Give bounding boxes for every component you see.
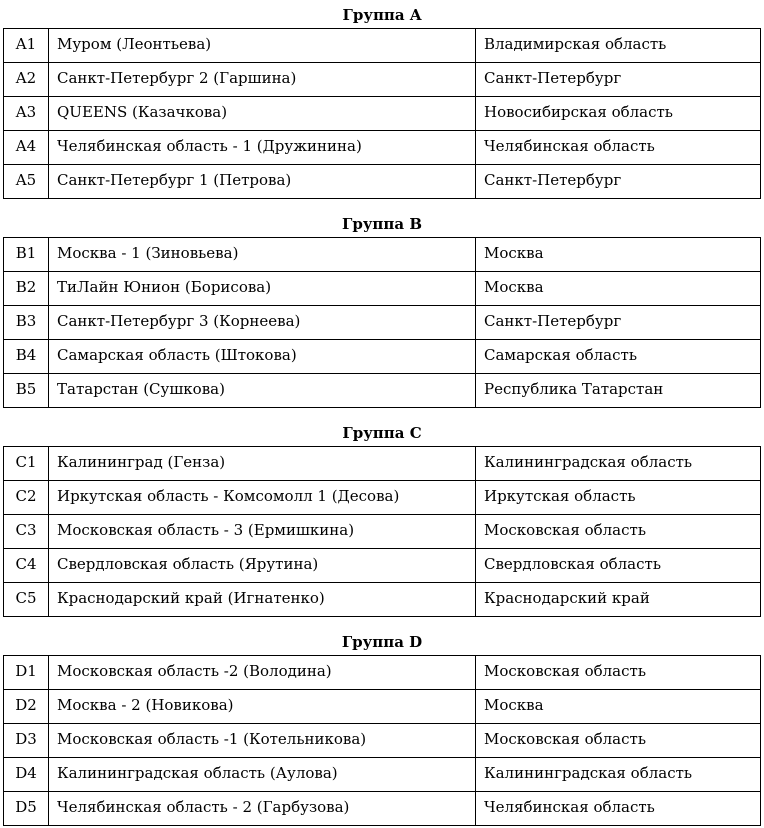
region-cell: Владимирская область — [476, 29, 761, 63]
region-cell: Москва — [476, 272, 761, 306]
table-row — [4, 340, 761, 374]
table-row — [4, 306, 761, 340]
region-cell: Калининградская область — [476, 758, 761, 792]
group-table — [3, 655, 761, 826]
team-code-cell: C4 — [4, 549, 49, 583]
team-name-cell: Краснодарский край (Игнатенко) — [49, 583, 476, 617]
team-code-cell: B4 — [4, 340, 49, 374]
team-name-cell: Муром (Леонтьева) — [49, 29, 476, 63]
table-row — [4, 238, 761, 272]
region-cell: Московская область — [476, 656, 761, 690]
team-name-cell: Московская область -2 (Володина) — [49, 656, 476, 690]
team-code-cell: C2 — [4, 481, 49, 515]
team-name-cell: Московская область - 3 (Ермишкина) — [49, 515, 476, 549]
region-cell: Республика Татарстан — [476, 374, 761, 408]
table-row — [4, 549, 761, 583]
table-row — [4, 690, 761, 724]
team-code-cell: A1 — [4, 29, 49, 63]
team-name-cell: Санкт-Петербург 3 (Корнеева) — [49, 306, 476, 340]
team-code-cell: B3 — [4, 306, 49, 340]
region-cell: Челябинская область — [476, 131, 761, 165]
table-row — [4, 63, 761, 97]
region-cell: Иркутская область — [476, 481, 761, 515]
region-cell: Санкт-Петербург — [476, 63, 761, 97]
table-row — [4, 583, 761, 617]
team-name-cell: Иркутская область - Комсомолл 1 (Десова) — [49, 481, 476, 515]
region-cell: Московская область — [476, 724, 761, 758]
team-code-cell: D1 — [4, 656, 49, 690]
region-cell: Самарская область — [476, 340, 761, 374]
team-code-cell: B1 — [4, 238, 49, 272]
region-cell: Санкт-Петербург — [476, 306, 761, 340]
table-row — [4, 272, 761, 306]
team-code-cell: B5 — [4, 374, 49, 408]
team-name-cell: Калининградская область (Аулова) — [49, 758, 476, 792]
table-row — [4, 481, 761, 515]
group-title: Группа A — [342, 6, 422, 24]
group-table — [3, 446, 761, 617]
group-title: Группа B — [341, 215, 423, 233]
team-code-cell: D2 — [4, 690, 49, 724]
group-title: Группа D — [341, 633, 423, 651]
team-code-cell: C3 — [4, 515, 49, 549]
region-cell: Москва — [476, 690, 761, 724]
team-name-cell: ТиЛайн Юнион (Борисова) — [49, 272, 476, 306]
table-row — [4, 29, 761, 63]
region-cell: Московская область — [476, 515, 761, 549]
region-cell: Новосибирская область — [476, 97, 761, 131]
team-code-cell: D4 — [4, 758, 49, 792]
team-name-cell: Санкт-Петербург 2 (Гаршина) — [49, 63, 476, 97]
team-name-cell: Санкт-Петербург 1 (Петрова) — [49, 165, 476, 199]
team-name-cell: Свердловская область (Ярутина) — [49, 549, 476, 583]
team-name-cell: Москва - 1 (Зиновьева) — [49, 238, 476, 272]
table-row — [4, 447, 761, 481]
team-name-cell: QUEENS (Казачкова) — [49, 97, 476, 131]
region-cell: Свердловская область — [476, 549, 761, 583]
group-title: Группа C — [342, 424, 422, 442]
team-code-cell: A2 — [4, 63, 49, 97]
table-row — [4, 97, 761, 131]
team-name-cell: Калининград (Генза) — [49, 447, 476, 481]
table-row — [4, 165, 761, 199]
region-cell: Москва — [476, 238, 761, 272]
team-code-cell: A4 — [4, 131, 49, 165]
region-cell: Краснодарский край — [476, 583, 761, 617]
table-row — [4, 792, 761, 826]
team-code-cell: C5 — [4, 583, 49, 617]
region-cell: Челябинская область — [476, 792, 761, 826]
team-code-cell: C1 — [4, 447, 49, 481]
group-table — [3, 237, 761, 408]
team-name-cell: Челябинская область - 1 (Дружинина) — [49, 131, 476, 165]
table-row — [4, 724, 761, 758]
team-code-cell: A3 — [4, 97, 49, 131]
table-row — [4, 758, 761, 792]
team-name-cell: Самарская область (Штокова) — [49, 340, 476, 374]
team-name-cell: Москва - 2 (Новикова) — [49, 690, 476, 724]
team-code-cell: D5 — [4, 792, 49, 826]
team-code-cell: B2 — [4, 272, 49, 306]
team-name-cell: Московская область -1 (Котельникова) — [49, 724, 476, 758]
team-name-cell: Татарстан (Сушкова) — [49, 374, 476, 408]
table-row — [4, 131, 761, 165]
team-name-cell: Челябинская область - 2 (Гарбузова) — [49, 792, 476, 826]
group-table — [3, 28, 761, 199]
table-row — [4, 374, 761, 408]
team-code-cell: A5 — [4, 165, 49, 199]
table-row — [4, 656, 761, 690]
region-cell: Санкт-Петербург — [476, 165, 761, 199]
region-cell: Калининградская область — [476, 447, 761, 481]
team-code-cell: D3 — [4, 724, 49, 758]
table-row — [4, 515, 761, 549]
